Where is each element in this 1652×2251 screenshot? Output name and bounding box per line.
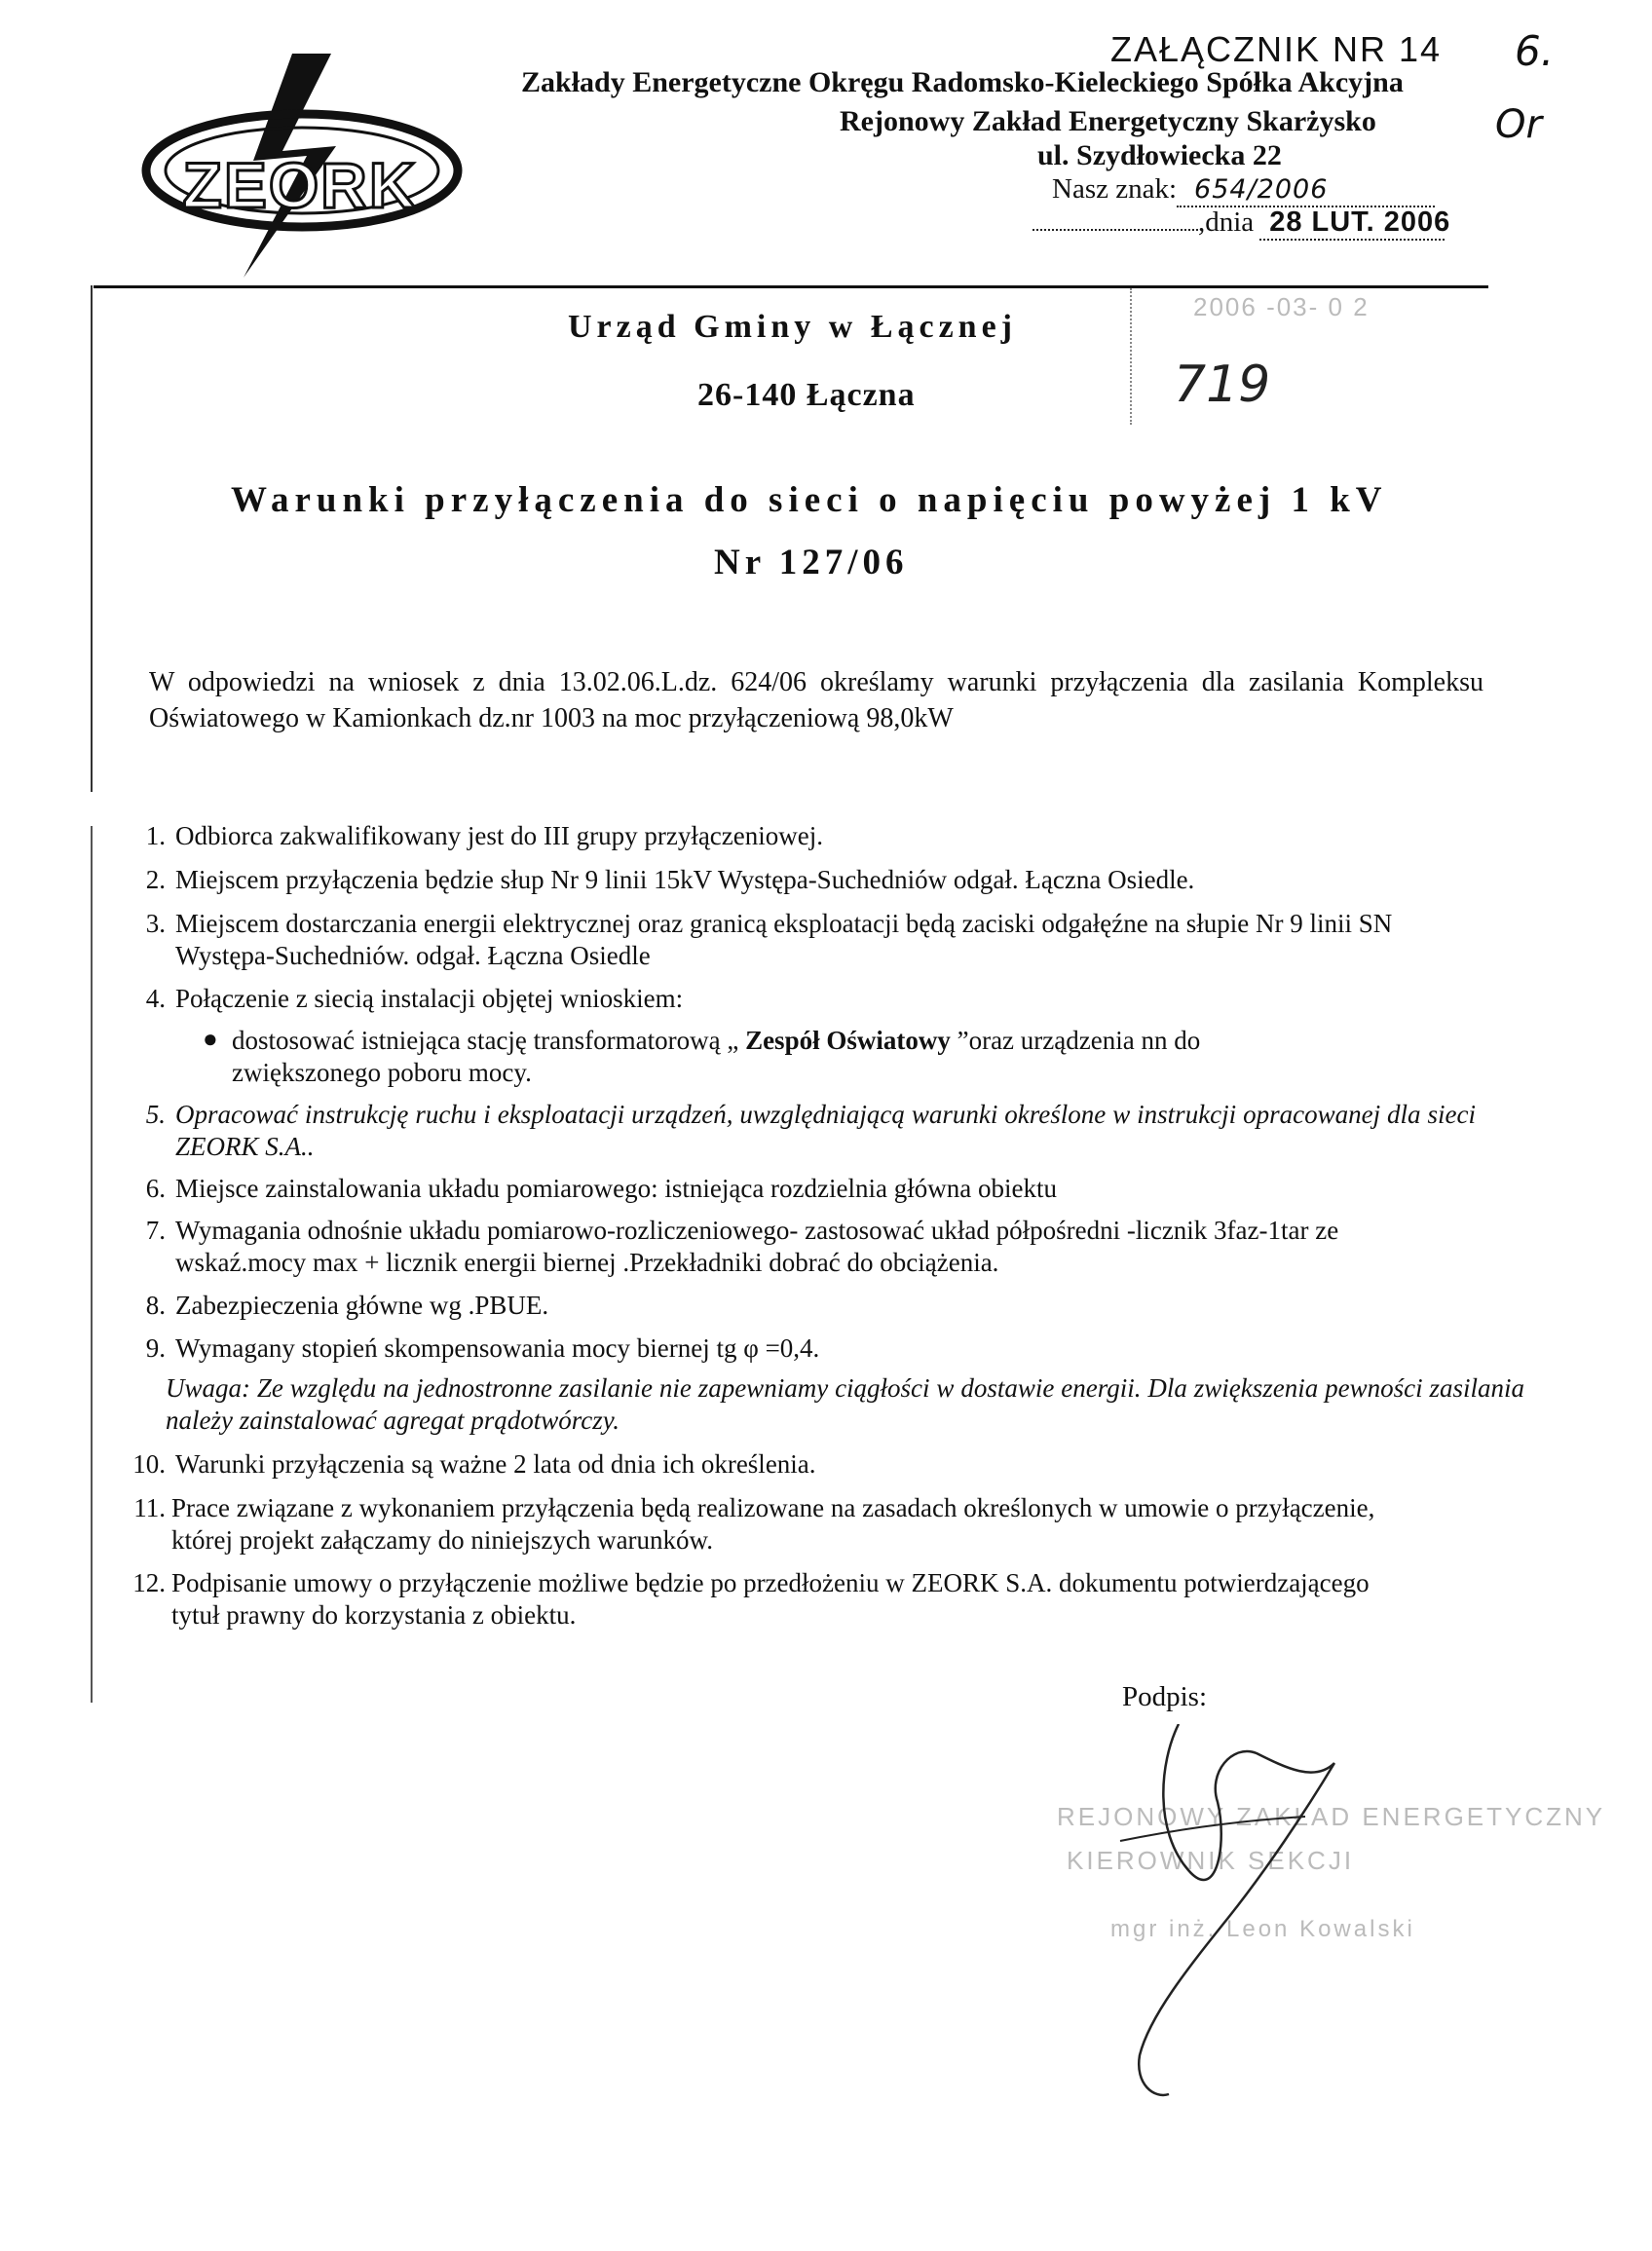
reference-label: Nasz znak:: [1052, 173, 1178, 205]
subitem-text: [232, 1025, 1284, 1089]
item-number: 4.: [145, 984, 166, 1013]
reference-value: 654/2006: [1194, 174, 1329, 205]
item-number: 2.: [145, 865, 166, 894]
item-text: Prace związane z wykonaniem przyłączenia będą realizowane na zasadach określonych w umowie o przyłączenie, której projekt załączamy do niniejszych warunków.: [171, 1493, 1375, 1555]
item-text: Odbiorca zakwalifikowany jest do III grupy przyłączeniowej.: [175, 821, 823, 850]
subitem-pre: dostosować istniejąca stację transformatorową „: [232, 1026, 746, 1055]
item-text: Zabezpieczenia główne wg .PBUE.: [175, 1291, 549, 1320]
subitem-bold: Zespół Oświatowy: [745, 1026, 951, 1055]
item-text: Warunki przyłączenia są ważne 2 lata od dnia ich określenia.: [175, 1449, 816, 1479]
reference-line: [1052, 173, 1435, 207]
conditions-list: [117, 820, 1524, 1658]
attachment-label: ZAŁĄCZNIK NR 14: [1110, 29, 1443, 69]
date-place-dots: [1032, 229, 1198, 231]
date-value: 28 LUT. 2006: [1269, 206, 1451, 238]
item-number: 8.: [145, 1291, 166, 1320]
date-label: ,dnia: [1198, 206, 1255, 238]
recipient-city: 26-140 Łączna: [697, 377, 916, 413]
signature-stamp-line: REJONOWY ZAKŁAD ENERGETYCZNY: [1057, 1802, 1606, 1831]
header-separator: [94, 285, 1488, 288]
item-number: 3.: [145, 909, 166, 938]
company-name: Zakłady Energetyczne Okręgu Radomsko-Kieleckiego Spółka Akcyjna: [521, 66, 1404, 98]
signature-stamp-line: KIEROWNIK SEKCJI: [1067, 1846, 1355, 1875]
item-text: Miejscem dostarczania energii elektrycznej oraz granicą eksploatacji będą zaciski odgałęźne na słupie Nr 9 linii SN Występa-Suchedniów. odgał. Łączna Osiedle: [175, 909, 1393, 970]
reference-field: [1177, 173, 1435, 207]
item-text: Połączenie z siecią instalacji objętej wnioskiem:: [175, 984, 684, 1013]
street-address: ul. Szydłowiecka 22: [1037, 139, 1282, 171]
logo-text: ZEORK: [182, 149, 418, 221]
attachment-handwritten-number: 6.: [1515, 27, 1555, 75]
item-text: Podpisanie umowy o przyłączenie możliwe będzie po przedłożeniu w ZEORK S.A. dokumentu potwierdzającego tytuł prawny do korzystania z obiektu.: [171, 1568, 1370, 1630]
item-number: 7.: [145, 1216, 166, 1245]
left-margin-line: [91, 285, 93, 792]
date-line: [1032, 206, 1451, 241]
item-number: 5.: [145, 1100, 166, 1129]
signature-stamp-line: mgr inż. Leon Kowalski: [1110, 1916, 1415, 1942]
bullet-icon: ●: [203, 1025, 218, 1053]
left-margin-line-lower: [91, 826, 93, 1703]
item-text: Miejscem przyłączenia będzie słup Nr 9 linii 15kV Występa-Suchedniów odgał. Łączna Osiedle.: [175, 865, 1195, 894]
document-title: Warunki przyłączenia do sieci o napięciu powyżej 1 kV: [231, 480, 1388, 520]
item-number: 10.: [132, 1449, 166, 1479]
item-number: 11.: [133, 1493, 166, 1522]
signature-label: Podpis:: [1122, 1681, 1208, 1712]
registration-stamp-border: [1130, 288, 1133, 425]
item-number: 6.: [145, 1174, 166, 1203]
item-text: Wymagania odnośnie układu pomiarowo-rozliczeniowego- zastosować układ półpośredni -licznik 3faz-1tar ze wskaź.mocy max + licznik energii biernej .Przekładniki dobrać do obciążenia.: [175, 1216, 1339, 1277]
recipient-name: Urząd Gminy w Łącznej: [568, 309, 1018, 345]
item-number: 1.: [145, 821, 166, 850]
intro-paragraph: W odpowiedzi na wniosek z dnia 13.02.06.L.dz. 624/06 określamy warunki przyłączenia dla zasilania Kompleksu Oświatowego w Kamionkach dz.nr 1003 na moc przyłączeniową 98,0kW: [149, 667, 1483, 733]
registration-stamp-date: 2006 -03- 0 2: [1193, 292, 1370, 321]
item-text: Miejsce zainstalowania układu pomiarowego: istniejąca rozdzielnia główna obiektu: [175, 1174, 1057, 1203]
subitem-post: ”oraz urządzenia nn do zwiększonego poboru mocy.: [232, 1026, 1201, 1087]
date-field: [1259, 206, 1451, 241]
item-text: Opracować instrukcję ruchu i eksploatacji urządzeń, uwzględniającą warunki określone w instrukcji opracowanej dla sieci ZEORK S.A..: [175, 1100, 1476, 1161]
registration-number: 719: [1174, 356, 1271, 414]
department-name: Rejonowy Zakład Energetyczny Skarżysko: [840, 105, 1376, 137]
document-number: Nr 127/06: [714, 543, 909, 582]
item-number: 12.: [132, 1568, 166, 1597]
item-number: 9.: [145, 1333, 166, 1363]
item-text: Wymagany stopień skompensowania mocy biernej tg φ =0,4.: [175, 1333, 820, 1363]
handwritten-signature: [1062, 1724, 1412, 2104]
attachment-handwritten-mark: Or: [1495, 102, 1542, 147]
note-paragraph: Uwaga: Ze względu na jednostronne zasilanie nie zapewniamy ciągłości w dostawie energii. Dla zwiększenia pewności zasilania należy zainstalować agregat prądotwórczy.: [166, 1373, 1524, 1435]
